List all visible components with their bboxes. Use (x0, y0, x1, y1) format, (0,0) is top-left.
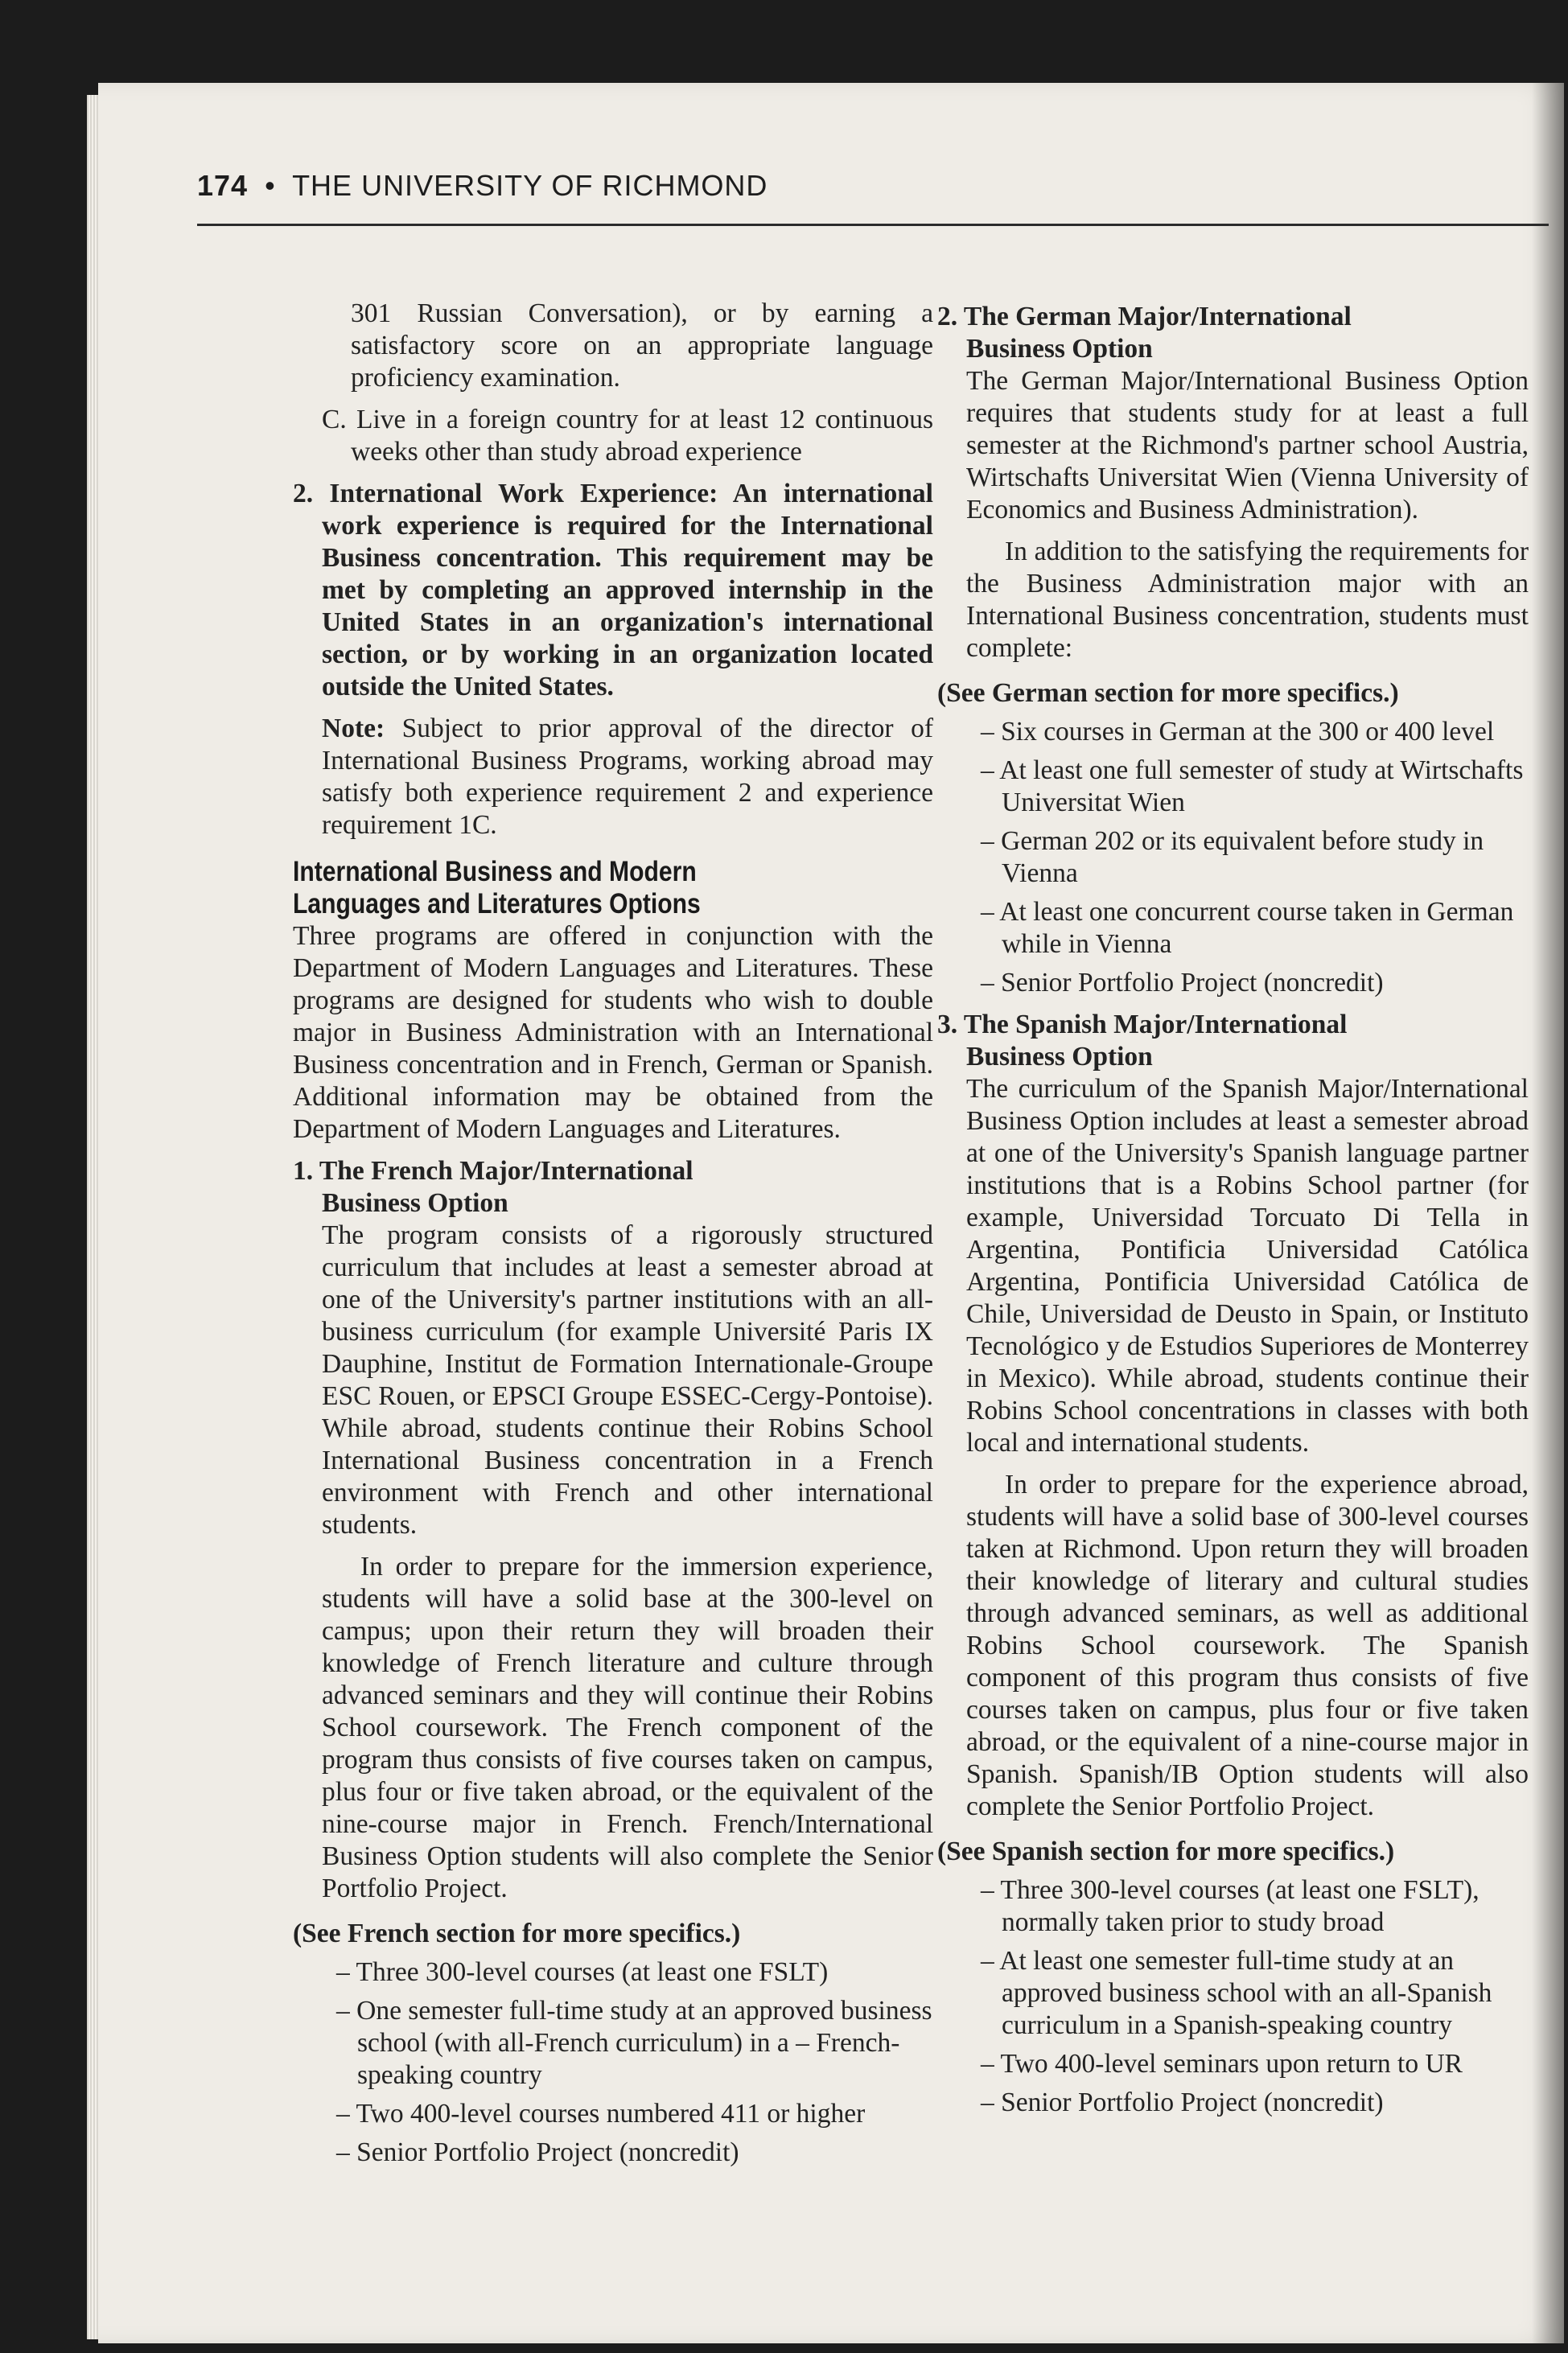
item-2-work-experience: 2. International Work Experience: An international work experience is required for the International Business concentration. This requirement may be met by completing an approved internship in the United States in an organization's international section, or by working in an organization located outside the United States. (293, 479, 933, 701)
list-item: – At least one semester full-time study at an approved business school with an all-Spanish curriculum in a Spanish-speaking country (966, 1945, 1529, 2042)
german-paragraph-1: The German Major/International Business Option requires that students study for at least a full semester at the Richmond's partner school Austria, Wirtschafts Universitat Wien (Vienna University of Economics and Business Administration). (966, 366, 1529, 524)
list-item: – At least one concurrent course taken in German while in Vienna (966, 896, 1529, 961)
right-column (937, 298, 1529, 2129)
item-c: C. Live in a foreign country for at least 12 continuous weeks other than study abroad experience (322, 405, 933, 467)
list-item: – Three 300-level courses (at least one FSLT), normally taken prior to study broad (966, 1874, 1529, 1939)
spanish-heading-line-1: 3. The Spanish Major/International (937, 1010, 1348, 1039)
french-heading-line-1: 1. The French Major/International (293, 1156, 693, 1186)
list-item: – Senior Portfolio Project (noncredit) (322, 2137, 933, 2169)
french-heading-line-2: Business Option (322, 1188, 508, 1218)
section-heading-line-2: Languages and Literatures Options (293, 888, 701, 919)
page-number: 174 (197, 169, 249, 202)
german-requirements-list (966, 716, 1529, 999)
note-paragraph (322, 713, 933, 841)
spanish-requirements-list (966, 1874, 1529, 2119)
french-body (293, 1220, 933, 2169)
german-heading-line-1: 2. The German Major/International (937, 302, 1352, 331)
note-text: Subject to prior approval of the director of International Business Programs, working abroad may satisfy both experience requirement 2 and experience requirement 1C. (322, 714, 933, 840)
book-spine-shadow (1532, 83, 1564, 2343)
german-heading-line-2: Business Option (966, 334, 1153, 364)
french-see-more: (See French section for more specifics.) (293, 1919, 741, 1948)
section-heading-line-1: International Business and Modern (293, 856, 697, 887)
german-heading (937, 301, 1529, 365)
note-label: Note: (322, 714, 385, 743)
spanish-paragraph-1: The curriculum of the Spanish Major/International Business Option includes at least a semester abroad at one of the University's Spanish language partner institutions that is a Robins School partner (for example, Universidad Torcuato Di Tella in Argentina, Pontificia Universidad Católica Argentina, Pontificia Universidad Católica de Chile, Universidad de Deusto in Spain, or Instituto Tecnológico y de Estudios Superiores de Monterrey in Mexico). While abroad, students continue their Robins School concentrations in classes with both local and international students. (966, 1074, 1529, 1458)
spanish-paragraph-2: In order to prepare for the experience abroad, students will have a solid base of 300-level courses taken at Richmond. Upon return they will broaden their knowledge of literary and cultural studies through advanced seminars, as well as additional Robins School coursework. The Spanish component of this program thus consists of five courses taken on campus, plus four or five taken abroad, or the equivalent of a nine-course major in Spanish. Spanish/IB Option students will also complete the Senior Portfolio Project. (966, 1470, 1529, 1821)
left-column (293, 298, 933, 2178)
section-block (293, 856, 933, 2169)
french-paragraph-1: The program consists of a rigorously structured curriculum that includes at least a semester abroad at one of the University's partner institutions with an all-business curriculum (for example Université Paris IX Dauphine, Institut de Formation Internationale-Groupe ESC Rouen, or EPSCI Groupe ESSEC-Cergy-Pontoise). While abroad, students continue their Robins School International Business concentration in a French environment with French and other international students. (322, 1220, 933, 1540)
german-see-more: (See German section for more specifics.) (937, 678, 1399, 708)
section-heading (293, 856, 932, 920)
list-item: – One semester full-time study at an approved business school (with all-French curriculum) in a – French-speaking country (322, 1995, 933, 2092)
header-separator: • (265, 169, 276, 202)
header-rule (197, 224, 1549, 226)
section-intro: Three programs are offered in conjunction with the Department of Modern Languages and Literatures. These programs are designed for students who wish to double major in Business Administration with an International Business concentration and in French, German or Spanish. Additional information may be obtained from the Department of Modern Languages and Literatures. (293, 921, 933, 1144)
header-title: THE UNIVERSITY OF RICHMOND (292, 169, 768, 202)
german-body (937, 365, 1529, 999)
list-item: – Senior Portfolio Project (noncredit) (966, 967, 1529, 999)
list-item: – Two 400-level seminars upon return to UR (966, 2048, 1529, 2080)
german-paragraph-2: In addition to the satisfying the requirements for the Business Administration major with an International Business concentration, students must complete: (966, 537, 1529, 663)
running-header (197, 169, 768, 203)
french-paragraph-2: In order to prepare for the immersion experience, students will have a solid base at the 300-level on campus; upon their return they will broaden their knowledge of French literature and culture through advanced seminars and they will continue their Robins School coursework. The French component of the program thus consists of five courses taken on campus, plus four or five taken abroad, or the equivalent of the nine-course major in French. French/International Business Option students will also complete the Senior Portfolio Project. (322, 1552, 933, 1903)
list-item: – Senior Portfolio Project (noncredit) (966, 2087, 1529, 2119)
spanish-heading (937, 1009, 1529, 1073)
list-item: – At least one full semester of study at Wirtschafts Universitat Wien (966, 755, 1529, 819)
spanish-body (937, 1073, 1529, 2119)
list-item: – German 202 or its equivalent before study in Vienna (966, 825, 1529, 890)
continued-paragraph: 301 Russian Conversation), or by earning a satisfactory score on an appropriate language proficiency examination. (351, 298, 933, 393)
french-heading (293, 1155, 933, 1220)
french-requirements-list (322, 1956, 933, 2169)
list-item: – Two 400-level courses numbered 411 or higher (322, 2098, 933, 2130)
list-item: – Three 300-level courses (at least one FSLT) (322, 1956, 933, 1989)
spanish-heading-line-2: Business Option (966, 1042, 1153, 1072)
spanish-see-more: (See Spanish section for more specifics.) (937, 1837, 1395, 1866)
list-item: – Six courses in German at the 300 or 400 level (966, 716, 1529, 748)
